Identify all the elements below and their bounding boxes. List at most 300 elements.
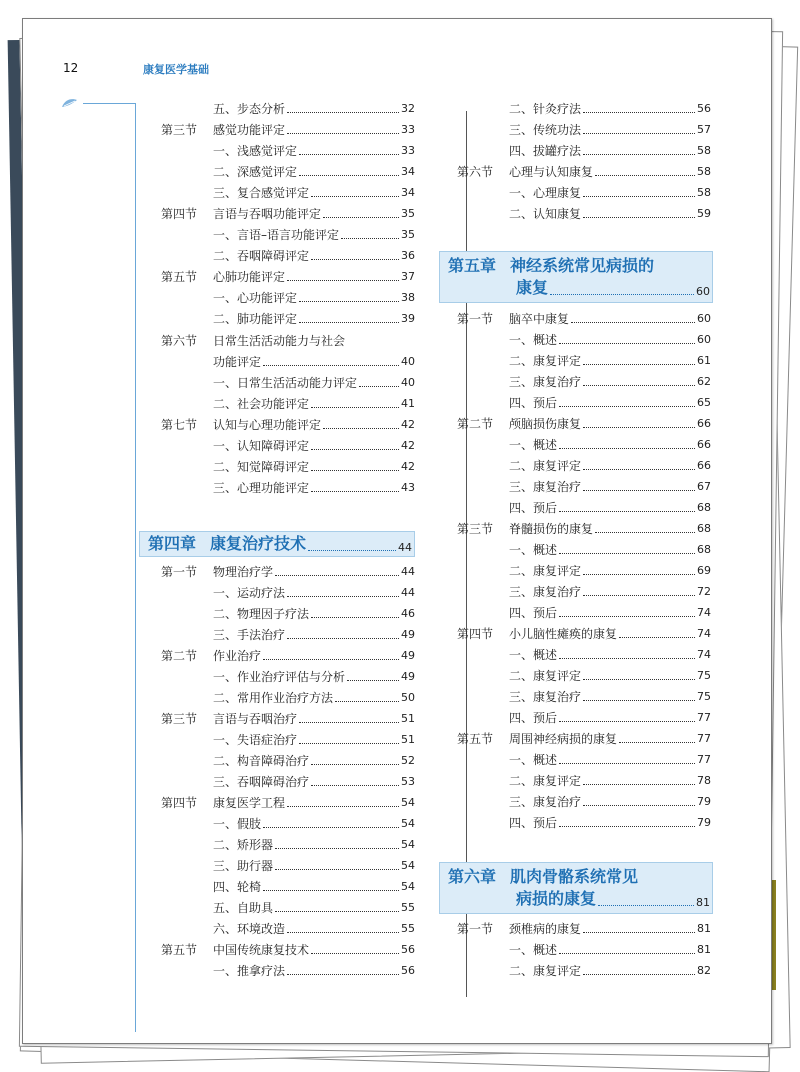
toc-item-entry[interactable] [213,873,415,894]
toc-item-entry[interactable] [509,137,711,158]
entry-title: 一、概述 [509,333,558,347]
toc-item-entry[interactable] [509,389,711,410]
dot-leader [583,490,695,491]
page-ref: 51 [401,712,415,725]
entry-title: 三、康复治疗 [509,795,582,809]
dot-leader [583,574,695,575]
page-ref: 66 [697,459,711,472]
entry-title: 二、知觉障碍评定 [213,460,310,474]
toc-item-entry[interactable] [509,200,711,221]
page-ref: 74 [697,648,711,661]
entry-title: 康复医学工程 [213,796,286,810]
toc-item-entry[interactable] [509,557,711,578]
entry-title: 二、深感觉评定 [213,165,298,179]
dot-leader [583,427,695,428]
entry-title: 四、预后 [509,606,558,620]
entry-title: 一、言语–语言功能评定 [213,228,340,242]
toc-item-entry[interactable] [213,684,415,705]
dot-leader [559,511,695,512]
entry-title: 三、心理功能评定 [213,481,310,495]
section-number: 第七节 [161,418,198,432]
toc-item-entry[interactable] [213,579,415,600]
page-ref: 66 [697,438,711,451]
page-ref: 37 [401,270,415,283]
entry-title: 心理与认知康复 [509,165,594,179]
running-title: 康复医学基础 [143,63,209,76]
toc-section-entry[interactable] [457,158,711,179]
header-rule [83,103,131,104]
entry-title: 四、预后 [509,396,558,410]
dot-leader [311,617,399,618]
page-ref: 34 [401,165,415,178]
entry-title: 五、自助具 [213,901,274,915]
dot-leader [583,364,695,365]
dot-leader [559,826,695,827]
section-number: 第二节 [457,417,494,431]
chapter-title: 肌肉骨骼系统常见 [510,867,639,886]
page-ref: 55 [401,922,415,935]
dot-leader [311,407,399,408]
toc-item-entry[interactable] [509,662,711,683]
page-ref: 56 [401,964,415,977]
toc-item-entry[interactable] [509,936,711,957]
dot-leader [287,280,399,281]
page-ref: 40 [401,376,415,389]
page-ref: 54 [401,838,415,851]
toc-item-entry[interactable] [509,578,711,599]
toc-item-entry[interactable] [509,368,711,389]
entry-title: 功能评定 [213,355,262,369]
dot-leader [619,742,695,743]
dot-leader [559,448,695,449]
dot-leader [263,890,399,891]
toc-item-entry[interactable] [213,768,415,789]
dot-leader [299,722,399,723]
dot-leader [323,428,399,429]
entry-title: 三、助行器 [213,859,274,873]
toc-item-entry[interactable] [509,347,711,368]
dot-leader [583,679,695,680]
page-ref: 54 [401,859,415,872]
chapter-heading-5[interactable] [439,251,713,303]
toc-section-entry[interactable] [161,411,415,432]
dot-leader [583,154,695,155]
section-number: 第五节 [161,943,198,957]
entry-title: 四、预后 [509,711,558,725]
section-number: 第六节 [161,334,198,348]
page-ref: 35 [401,228,415,241]
page-ref: 40 [401,355,415,368]
dot-leader [583,133,695,134]
section-number: 第三节 [457,522,494,536]
toc-item-entry[interactable] [213,221,415,242]
entry-title: 一、概述 [509,438,558,452]
page-ref: 68 [697,543,711,556]
toc-item-entry[interactable] [213,810,415,831]
page-ref: 72 [697,585,711,598]
dot-leader [583,217,695,218]
dot-leader [287,806,399,807]
entry-title: 二、康复评定 [509,669,582,683]
page-ref: 65 [697,396,711,409]
section-number: 第五节 [457,732,494,746]
dot-leader [323,217,399,218]
chapter-heading-4[interactable] [139,531,415,557]
page-ref: 41 [401,397,415,410]
entry-title: 六、环境改造 [213,922,286,936]
chapter-heading-6[interactable] [439,862,713,914]
toc-item-entry[interactable] [509,746,711,767]
page-ref: 75 [697,690,711,703]
entry-title: 周围神经病损的康复 [509,732,618,746]
section-number: 第三节 [161,123,198,137]
leaf-icon [61,97,79,109]
toc-item-entry[interactable] [213,663,415,684]
toc-section-entry[interactable] [161,200,415,221]
toc-item-entry[interactable] [213,852,415,873]
page-ref: 60 [697,312,711,325]
entry-title: 三、复合感觉评定 [213,186,310,200]
entry-title: 中国传统康复技术 [213,943,310,957]
dot-leader [311,764,399,765]
entry-title: 一、推拿疗法 [213,964,286,978]
page-ref: 50 [401,691,415,704]
toc-item-entry[interactable] [213,432,415,453]
dot-leader [311,449,399,450]
dot-leader [559,721,695,722]
dot-leader [559,406,695,407]
entry-title: 四、预后 [509,501,558,515]
dot-leader [263,827,399,828]
entry-title: 认知与心理功能评定 [213,418,322,432]
entry-title: 一、失语症治疗 [213,733,298,747]
entry-title: 二、社会功能评定 [213,397,310,411]
page-ref: 58 [697,144,711,157]
toc-item-entry[interactable] [213,284,415,305]
entry-title: 一、概述 [509,753,558,767]
dot-leader [275,911,399,912]
entry-title: 一、假肢 [213,817,262,831]
dot-leader [583,385,695,386]
section-number: 第二节 [161,649,198,663]
dot-leader [559,553,695,554]
toc-item-entry[interactable] [213,474,415,495]
toc-section-entry[interactable] [161,116,415,137]
entry-title: 三、康复治疗 [509,690,582,704]
page-ref: 36 [401,249,415,262]
dot-leader [299,743,399,744]
page-ref: 44 [401,565,415,578]
toc-item-entry[interactable] [509,788,711,809]
page-ref: 39 [401,312,415,325]
toc-item-entry[interactable] [213,831,415,852]
page-ref: 38 [401,291,415,304]
dot-leader [550,294,694,295]
page-ref: 49 [401,649,415,662]
page-ref: 61 [697,354,711,367]
toc-item-entry[interactable] [213,95,415,116]
entry-title: 三、康复治疗 [509,375,582,389]
entry-title: 脊髓损伤的康复 [509,522,594,536]
toc-item-entry[interactable] [509,809,711,830]
dot-leader [619,637,695,638]
page-ref: 74 [697,627,711,640]
dot-leader [559,343,695,344]
page-ref: 81 [697,922,711,935]
chapter-title: 康复治疗技术 [210,534,307,553]
toc-section-entry[interactable] [161,263,415,284]
toc-item-entry[interactable] [509,599,711,620]
toc-item-entry[interactable] [509,431,711,452]
page-ref: 56 [697,102,711,115]
entry-title: 二、针灸疗法 [509,102,582,116]
page-ref: 77 [697,711,711,724]
entry-title: 一、浅感觉评定 [213,144,298,158]
section-number: 第六节 [457,165,494,179]
dot-leader [287,638,399,639]
dot-leader [583,974,695,975]
toc-item-entry[interactable] [509,641,711,662]
dot-leader [299,301,399,302]
page-ref: 82 [697,964,711,977]
page-ref: 57 [697,123,711,136]
dot-leader [583,932,695,933]
page-ref: 69 [697,564,711,577]
dot-leader [583,805,695,806]
entry-title: 一、概述 [509,648,558,662]
toc-item-entry[interactable] [213,600,415,621]
entry-title: 三、吞咽障碍治疗 [213,775,310,789]
chapter-number: 第四章 [148,534,197,553]
toc-item-entry[interactable] [509,536,711,557]
entry-title: 一、运动疗法 [213,586,286,600]
toc-section-entry[interactable] [161,789,415,810]
entry-title: 三、康复治疗 [509,585,582,599]
page-ref: 55 [401,901,415,914]
section-number: 第三节 [161,712,198,726]
dot-leader [347,680,399,681]
dot-leader [583,595,695,596]
toc-item-entry[interactable] [213,894,415,915]
entry-title: 一、心功能评定 [213,291,298,305]
entry-title: 二、构音障碍治疗 [213,754,310,768]
dot-leader [311,785,399,786]
entry-title: 颅脑损伤康复 [509,417,582,431]
dot-leader [583,784,695,785]
dot-leader [275,869,399,870]
entry-title: 二、康复评定 [509,964,582,978]
page-ref: 58 [697,186,711,199]
entry-title: 小儿脑性瘫痪的康复 [509,627,618,641]
page-ref: 54 [401,880,415,893]
page-ref: 54 [401,817,415,830]
entry-title: 二、康复评定 [509,774,582,788]
dot-leader [559,763,695,764]
entry-title: 二、康复评定 [509,354,582,368]
page-ref: 67 [697,480,711,493]
page-ref: 59 [697,207,711,220]
page-ref: 78 [697,774,711,787]
toc-section-entry[interactable] [457,915,711,936]
dot-leader [287,974,399,975]
entry-title: 三、康复治疗 [509,480,582,494]
entry-title: 四、预后 [509,816,558,830]
entry-title: 二、康复评定 [509,564,582,578]
entry-title: 日常生活活动能力与社会 [213,334,346,348]
toc-item-entry[interactable] [213,305,415,326]
page-ref: 49 [401,670,415,683]
dot-leader [335,701,399,702]
margin-rule [131,103,136,1032]
toc-item-entry[interactable] [213,621,415,642]
toc-item-entry[interactable] [509,179,711,200]
entry-title: 一、概述 [509,543,558,557]
page-ref: 52 [401,754,415,767]
toc-item-entry[interactable] [213,242,415,263]
toc-item-entry[interactable] [213,915,415,936]
toc-section-entry[interactable] [457,515,711,536]
page-ref: 68 [697,522,711,535]
toc-item-entry[interactable] [213,957,415,978]
page-ref: 34 [401,186,415,199]
toc-item-entry[interactable] [509,767,711,788]
dot-leader [311,259,399,260]
dot-leader [559,658,695,659]
dot-leader [311,196,399,197]
dot-leader [311,470,399,471]
entry-title: 二、物理因子疗法 [213,607,310,621]
toc-item-entry[interactable] [509,473,711,494]
section-number: 第四节 [457,627,494,641]
entry-title: 三、手法治疗 [213,628,286,642]
page-ref: 58 [697,165,711,178]
entry-title: 颈椎病的康复 [509,922,582,936]
dot-leader [595,532,695,533]
entry-title: 言语与吞咽功能评定 [213,207,322,221]
entry-title: 脑卒中康复 [509,312,570,326]
page-ref: 44 [401,586,415,599]
page-ref: 74 [697,606,711,619]
toc-section-entry[interactable] [161,936,415,957]
dot-leader [287,596,399,597]
toc-item-entry[interactable] [213,369,415,390]
entry-title: 言语与吞咽治疗 [213,712,298,726]
toc-item-entry[interactable] [213,137,415,158]
entry-title: 二、矫形器 [213,838,274,852]
entry-title: 二、常用作业治疗方法 [213,691,334,705]
entry-title: 物理治疗学 [213,565,274,579]
dot-leader [571,322,695,323]
entry-title: 一、作业治疗评估与分析 [213,670,346,684]
toc-item-entry[interactable] [509,326,711,347]
entry-title: 感觉功能评定 [213,123,286,137]
dot-leader [287,112,399,113]
chapter-title-cont: 病损的康复 [516,889,597,908]
toc-section-entry[interactable] [161,327,415,348]
page-ref: 66 [697,417,711,430]
chapter-title: 神经系统常见病损的 [510,256,655,275]
dot-leader [359,386,399,387]
chapter-number: 第六章 [448,867,497,886]
toc-item-entry[interactable] [509,494,711,515]
toc-item-entry[interactable] [509,683,711,704]
dot-leader [583,469,695,470]
section-number: 第一节 [457,922,494,936]
entry-title: 三、传统功法 [509,123,582,137]
toc-item-entry[interactable] [213,726,415,747]
toc-item-entry[interactable] [213,158,415,179]
dot-leader [583,112,695,113]
page-ref: 42 [401,439,415,452]
page-ref: 77 [697,753,711,766]
dot-leader [598,905,694,906]
toc-item-entry[interactable] [213,348,415,369]
page-ref: 54 [401,796,415,809]
page-ref: 68 [697,501,711,514]
entry-title: 二、肺功能评定 [213,312,298,326]
entry-title: 五、步态分析 [213,102,286,116]
dot-leader [263,365,399,366]
page-ref: 49 [401,628,415,641]
page-ref: 81 [697,943,711,956]
page-ref: 79 [697,795,711,808]
dot-leader [311,491,399,492]
entry-title: 一、认知障碍评定 [213,439,310,453]
page-ref: 32 [401,102,415,115]
entry-title: 一、概述 [509,943,558,957]
entry-title: 作业治疗 [213,649,262,663]
entry-title: 四、拔罐疗法 [509,144,582,158]
toc-item-entry[interactable] [509,957,711,978]
toc-item-entry[interactable] [213,453,415,474]
dot-leader [263,659,399,660]
entry-title: 二、康复评定 [509,459,582,473]
page-ref: 56 [401,943,415,956]
entry-title: 二、认知康复 [509,207,582,221]
toc-section-entry[interactable] [457,725,711,746]
page-number: 12 [63,61,79,75]
page-ref: 77 [697,732,711,745]
dot-leader [341,238,399,239]
section-number: 第四节 [161,207,198,221]
dot-leader [299,322,399,323]
toc-item-entry[interactable] [213,390,415,411]
dot-leader [275,848,399,849]
toc-section-entry[interactable] [161,642,415,663]
page-ref: 46 [401,607,415,620]
dot-leader [559,953,695,954]
toc-section-entry[interactable] [457,410,711,431]
entry-title: 四、轮椅 [213,880,262,894]
page-ref: 44 [398,541,412,554]
page-ref: 79 [697,816,711,829]
toc-section-entry[interactable] [161,705,415,726]
toc-item-entry[interactable] [509,116,711,137]
toc-item-entry[interactable] [509,704,711,725]
toc-section-entry[interactable] [457,305,711,326]
toc-item-entry[interactable] [213,747,415,768]
toc-item-entry[interactable] [509,95,711,116]
toc-section-entry[interactable] [161,558,415,579]
page-ref: 62 [697,375,711,388]
page-ref: 51 [401,733,415,746]
toc-section-entry[interactable] [457,620,711,641]
toc-item-entry[interactable] [213,179,415,200]
dot-leader [595,175,695,176]
toc-item-entry[interactable] [509,452,711,473]
dot-leader [299,154,399,155]
section-number: 第一节 [161,565,198,579]
